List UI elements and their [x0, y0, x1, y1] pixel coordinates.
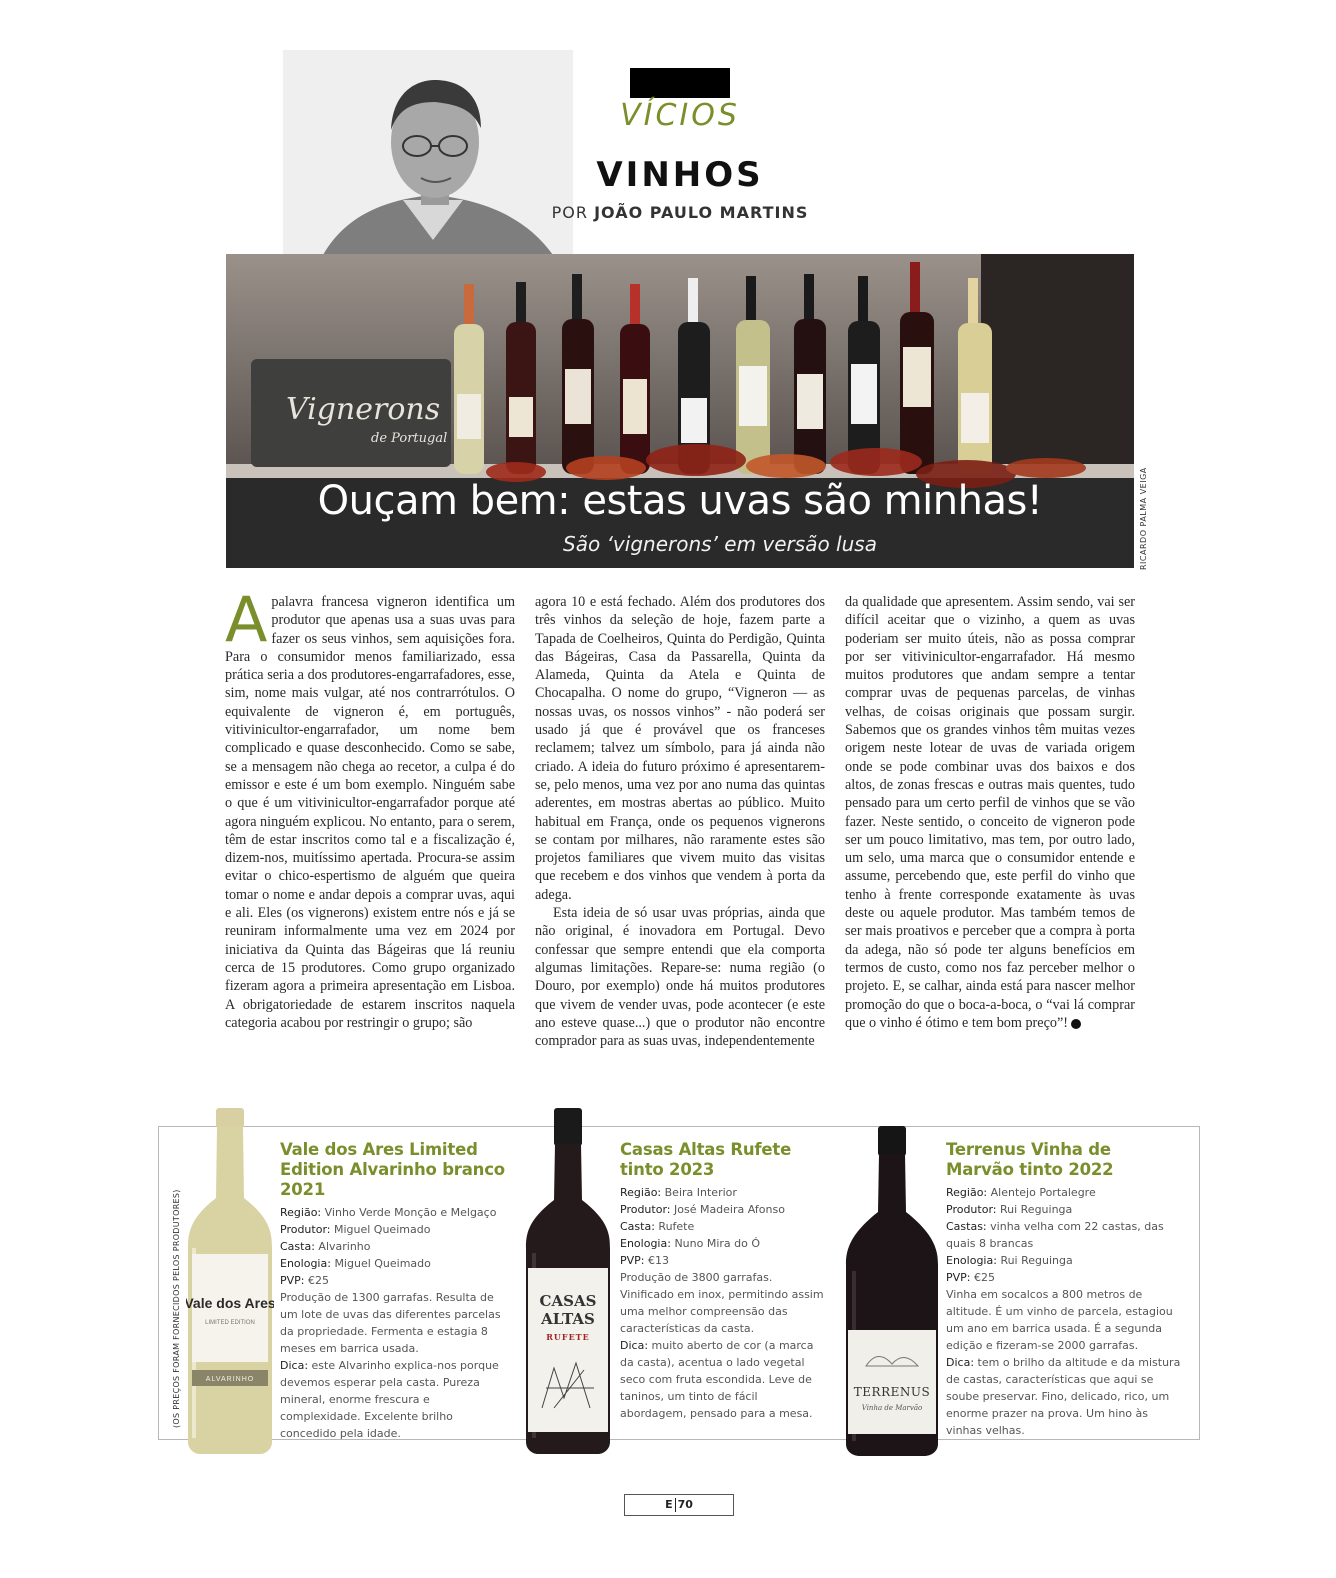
author-portrait [283, 50, 573, 255]
article-paragraph-end [845, 593, 1135, 1032]
wine-tip [946, 1354, 1181, 1439]
label-subtitle: Vinha de Marvão [861, 1404, 923, 1412]
wine-grape: Rufete [658, 1220, 695, 1233]
field-key: PVP: [946, 1271, 971, 1284]
wine-name: Casas Altas Rufete tinto 2023 [620, 1140, 792, 1179]
field-key: Casta: [280, 1240, 315, 1253]
field-key: Casta: [620, 1220, 655, 1233]
wine-producer: Rui Reguinga [999, 1203, 1073, 1216]
wine-grapes: vinha velha com 22 castas, das quais 8 brancas [946, 1220, 1164, 1250]
label-variety: RUFETE [546, 1332, 590, 1342]
label-brand: Vale dos Ares [186, 1295, 274, 1311]
folio-mag: E [665, 1498, 673, 1511]
wine-notes: Vinha em socalcos a 800 metros de altitude. É um vinho de parcela, estagiou um ano em barrica usada. É a segunda edição e fizeram-se 2000 garrafas. [946, 1288, 1173, 1352]
page-title: VINHOS [596, 155, 764, 195]
field-key: Região: [620, 1186, 662, 1199]
headline: Ouçam bem: estas uvas são minhas! [317, 478, 1043, 524]
article-column-3 [845, 593, 1135, 1032]
label-brand-line1: CASAS [539, 1292, 597, 1310]
subheadline: São ‘vignerons’ em versão lusa [563, 532, 877, 556]
wine-card-3 [946, 1140, 1181, 1439]
field-key: Dica: [280, 1359, 309, 1372]
wine-price: €25 [308, 1274, 329, 1287]
field-key: Enologia: [280, 1257, 331, 1270]
byline [530, 203, 830, 222]
folio-separator [675, 1498, 676, 1512]
label-edition: LIMITED EDITION [205, 1320, 255, 1326]
end-mark-icon [1071, 1019, 1081, 1029]
chalkboard-line1: Vignerons [286, 392, 441, 427]
field-key: PVP: [620, 1254, 645, 1267]
byline-author: JOÃO PAULO MARTINS [594, 203, 809, 222]
wine-oenology: Nuno Mira do Ó [674, 1237, 761, 1250]
wine-notes: Produção de 1300 garrafas. Resulta de um lote de uvas das diferentes parcelas da propriedade. Fermenta e estagia 8 meses em barrica usada. [280, 1291, 501, 1355]
wine-name: Terrenus Vinha de Marvão tinto 2022 [946, 1140, 1114, 1179]
wine-oenology: Rui Reguinga [1000, 1254, 1073, 1267]
wine-card-2 [620, 1140, 825, 1422]
field-key: Produtor: [620, 1203, 671, 1216]
wine-producer: Miguel Queimado [333, 1223, 431, 1236]
wine-tip-text: tem o brilho da altitude e da mistura de castas, características que aqui se soube preservar. Fino, delicado, rico, um enorme prazer na prova. Um hino às vinhas velhas. [946, 1356, 1181, 1437]
article-paragraph: Esta ideia de só usar uvas próprias, ainda que não original, é inovadora em Portugal. Devo confessar que sempre entendi que ela comporta algumas limitações. Repare-se: numa região (o Douro, por exemplo) onde há muitos produtores que vivem de vender uvas, pode acontecer (e este ano esteve quase...) que o produtor não encontre comprador para as suas uvas, independentemente [535, 905, 825, 1050]
byline-prefix: POR [551, 203, 588, 222]
wine-price: €25 [974, 1271, 995, 1284]
field-key: Produtor: [946, 1203, 997, 1216]
label-brand: TERRENUS [853, 1385, 931, 1399]
wine-notes: Produção de 3800 garrafas. Vinificado em inox, permitindo assim uma melhor compreensão das características da casta. [620, 1271, 824, 1335]
field-key: Dica: [946, 1356, 975, 1369]
wine-region: Beira Interior [664, 1186, 737, 1199]
page-folio [624, 1494, 734, 1516]
article-paragraph: da qualidade que apresentem. Assim sendo, vai ser difícil aceitar que o vizinho, a quem as uvas poderiam ser muito úteis, não as possa comprar por ser vitivinicultor-engarrafador. Há mesmo muitos produtores que andam sempre a tentar comprar uvas de pequenas parcelas, de vinhas velhas, de coisas originais que possam surgir. Sabemos que os grandes vinhos têm muitas vezes origem neste lotear de uvas de variada origem onde se pode combinar uvas dos baixos e dos altos, de zonas frescas e outras mais quentes, tudo pensado para um certo perfil de vinhos que se vão fazer. Neste sentido, o conceito de vigneron pode ser um pouco limitativo, mas tem, por outro lado, um selo, uma marca que o consumidor entende e assume, percebendo que, este perfil do vinho que tenho à frente corresponde exatamente às uvas deste ou aquele produtor. Mas também temos de ser mais proativos e perceber que a compra à porta da adega, não só pode ter alguns benefícios em termos de custo, como nos faz perceber melhor o projeto. E, se calhar, ainda está para nascer melhor promoção do que o boca-a-boca, o “vai lá comprar que o vinho é ótimo e tem bom preço”! [845, 594, 1135, 1031]
wine-tip [620, 1337, 825, 1422]
field-key: Região: [946, 1186, 988, 1199]
wine-card-1 [280, 1140, 505, 1442]
section-label: VÍCIOS [620, 98, 740, 133]
price-note-text: (OS PREÇOS FORAM FORNECIDOS PELOS PRODUTORES) [172, 1189, 181, 1428]
label-variety: ALVARINHO [205, 1376, 255, 1383]
article-column-2 [535, 593, 825, 1050]
field-key: PVP: [280, 1274, 305, 1287]
price-note [160, 1128, 181, 1438]
wine-region: Alentejo Portalegre [990, 1186, 1096, 1199]
bottle-image-vale-dos-ares [186, 1108, 274, 1459]
photo-credit-text: RICARDO PALMA VEIGA [1139, 467, 1148, 570]
bottle-image-terrenus [844, 1126, 940, 1461]
wine-oenology: Miguel Queimado [334, 1257, 431, 1270]
section-bar [630, 68, 730, 98]
field-key: Enologia: [946, 1254, 997, 1267]
photo-credit [1136, 460, 1150, 570]
bottle-image-casas-altas [524, 1108, 612, 1459]
wine-producer: José Madeira Afonso [673, 1203, 785, 1216]
field-key: Enologia: [620, 1237, 671, 1250]
wine-price: €13 [648, 1254, 669, 1267]
wine-tip [280, 1357, 505, 1442]
field-key: Produtor: [280, 1223, 331, 1236]
field-key: Região: [280, 1206, 322, 1219]
article-paragraph: palavra francesa vigneron identifica um produtor que apenas usa a suas uvas para fazer os seus vinhos, sem aquisições fora. Para o consumidor menos familiarizado, essa prática seria a dos produtores-engarrafadores, esse, sim, nome mais vulgar, até nos contrarrótulos. O equivalente de vigneron é, em português, vitivinicultor-engarrafador, um nome bem complicado e quase desconhecido. Como se sabe, se a mensagem não chega ao recetor, a culpa é do emissor e este é um bom exemplo. Ninguém sabe o que é um vitivinicultor-engarrafador porque até agora ninguém explicou. No entanto, para o serem, têm de estar inscritos como tal e a fiscalização é, dizem-nos, muitíssimo apertada. Procura-se assim evitar o chico-espertismo de alguém que queira tomar o nome e andar depois a comprar uvas, aqui e ali. Eles (os vignerons) existem entre nós e já se reuniram informalmente uma vez em 2024 por iniciativa da Quinta das Bágeiras que lá reuniu cerca de 15 produtores. Como grupo organizado fizeram agora a primeira apresentação em Lisboa. A obrigatoriedade de estarem inscritos naquela categoria acabou por restringir o grupo; são [225, 594, 515, 1031]
label-brand-line2: ALTAS [541, 1310, 595, 1328]
field-key: Castas: [946, 1220, 987, 1233]
article-column-1 [225, 583, 515, 1032]
wine-name: Vale dos Ares Limited Edition Alvarinho branco 2021 [280, 1140, 505, 1199]
wine-grape: Alvarinho [318, 1240, 371, 1253]
page-number: 70 [677, 1498, 693, 1511]
field-key: Dica: [620, 1339, 649, 1352]
dropcap: A [225, 583, 268, 656]
article-paragraph: agora 10 e está fechado. Além dos produtores dos três vinhos da seleção de hoje, fazem parte a Tapada de Coelheiros, Quinta do Perdigão, Quinta das Bágeiras, Casa da Passarella, Quinta da Alameda, Quinta da Atela e Quinta de Chocapalha. O nome do grupo, “Vigneron — as nossas uvas, os nossos vinhos” - não poderá ser usado já que é provável que os franceses reclamem; talvez um símbolo, para já ainda não criado. A ideia do futuro próximo é apresentarem-se, pelo menos, uma vez por ano numa das quintas aderentes, em mostras abertas ao público. Muito habitual em França, onde os pequenos vignerons se contam por milhares, não raramente estes são projetos familiares que vivem muito das visitas que recebem e dos vinhos que vendem à porta da adega. [535, 594, 825, 903]
wine-region: Vinho Verde Monção e Melgaço [324, 1206, 497, 1219]
chalkboard-line2: de Portugal [371, 431, 448, 446]
wine-tip-text: este Alvarinho explica-nos porque devemos esperar pela casta. Pureza mineral, enorme frescura e complexidade. Excelente brilho concedido pela idade. [280, 1359, 499, 1440]
wine-tip-text: muito aberto de cor (a marca da casta), acentua o lado vegetal seco com fruta escondida. Leve de taninos, um tinto de fácil abordagem, pensado para a mesa. [620, 1339, 814, 1420]
